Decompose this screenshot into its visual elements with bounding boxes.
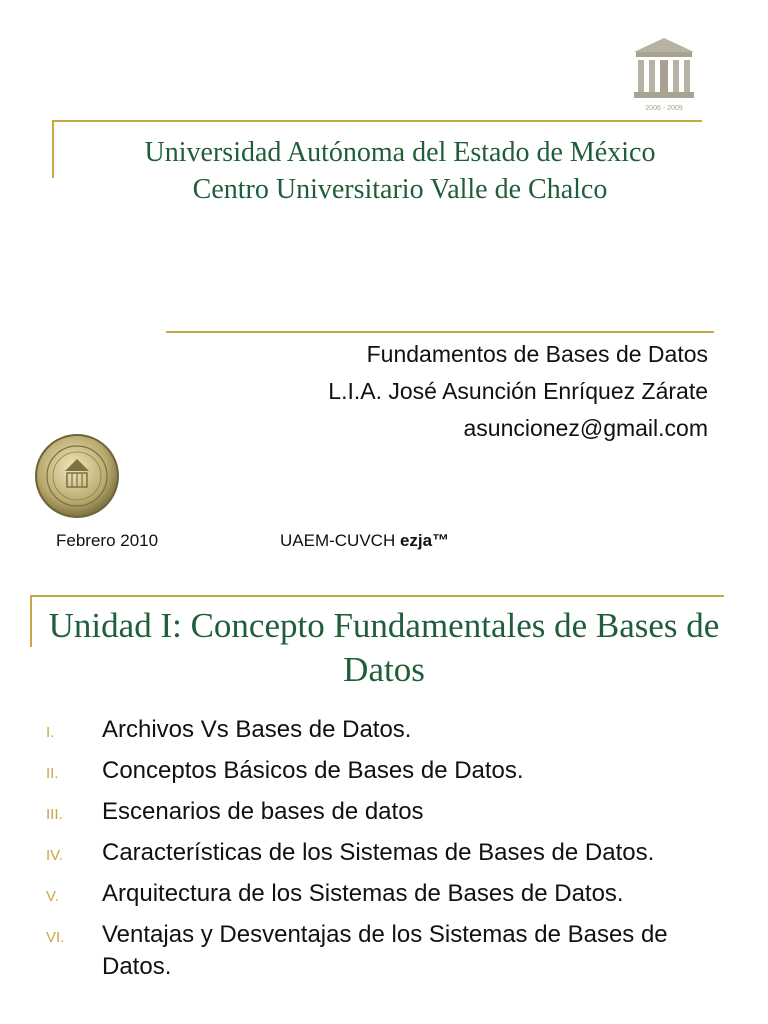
unit-frame-left	[30, 595, 32, 647]
unit-frame-top	[32, 595, 724, 597]
svg-text:2006 - 2009: 2006 - 2009	[645, 105, 683, 112]
topic-list	[0, 714, 768, 992]
course-name: Fundamentos de Bases de Datos	[366, 341, 708, 367]
list-item-text: Archivos Vs Bases de Datos.	[102, 716, 412, 743]
list-item-number: II.	[46, 765, 59, 782]
list-item-text: Escenarios de bases de datos	[102, 798, 424, 825]
university-seal-icon	[34, 433, 120, 519]
university-building-logo	[626, 34, 702, 114]
list-item	[0, 714, 768, 746]
unit-title: Unidad I: Concepto Fundamentales de Bases de Datos	[48, 606, 720, 689]
center-name: Centro Universitario Valle de Chalco	[192, 174, 608, 205]
slide-footer-org	[280, 531, 449, 551]
list-item	[0, 755, 768, 787]
list-item-number: VI.	[46, 929, 65, 946]
author-name: L.I.A. José Asunción Enríquez Zárate	[328, 378, 708, 404]
course-info	[188, 336, 708, 447]
university-name: Universidad Autónoma del Estado de México	[144, 137, 656, 168]
list-item-number: V.	[46, 888, 59, 905]
author-email: asuncionez@gmail.com	[463, 415, 708, 441]
outline-slide	[0, 578, 768, 1024]
title-frame-top	[54, 120, 702, 122]
list-item	[0, 837, 768, 869]
university-title	[60, 134, 740, 208]
slide-date: Febrero 2010	[56, 531, 159, 550]
list-item	[0, 878, 768, 910]
list-item-number: III.	[46, 806, 63, 823]
title-frame-left	[52, 120, 54, 178]
list-item-number: IV.	[46, 847, 63, 864]
list-item-text: Arquitectura de los Sistemas de Bases de Datos.	[102, 880, 624, 907]
divider-line	[166, 331, 714, 333]
list-item-text: Conceptos Básicos de Bases de Datos.	[102, 757, 524, 784]
org-mark: ezja™	[399, 531, 450, 550]
list-item	[0, 796, 768, 828]
list-item	[0, 919, 768, 983]
list-item-text: Características de los Sistemas de Bases de Datos.	[102, 839, 655, 866]
org-name: UAEM-CUVCH	[280, 531, 396, 550]
list-item-number: I.	[46, 724, 55, 741]
list-item-text: Ventajas y Desventajas de los Sistemas de Bases de Datos.	[102, 921, 668, 980]
